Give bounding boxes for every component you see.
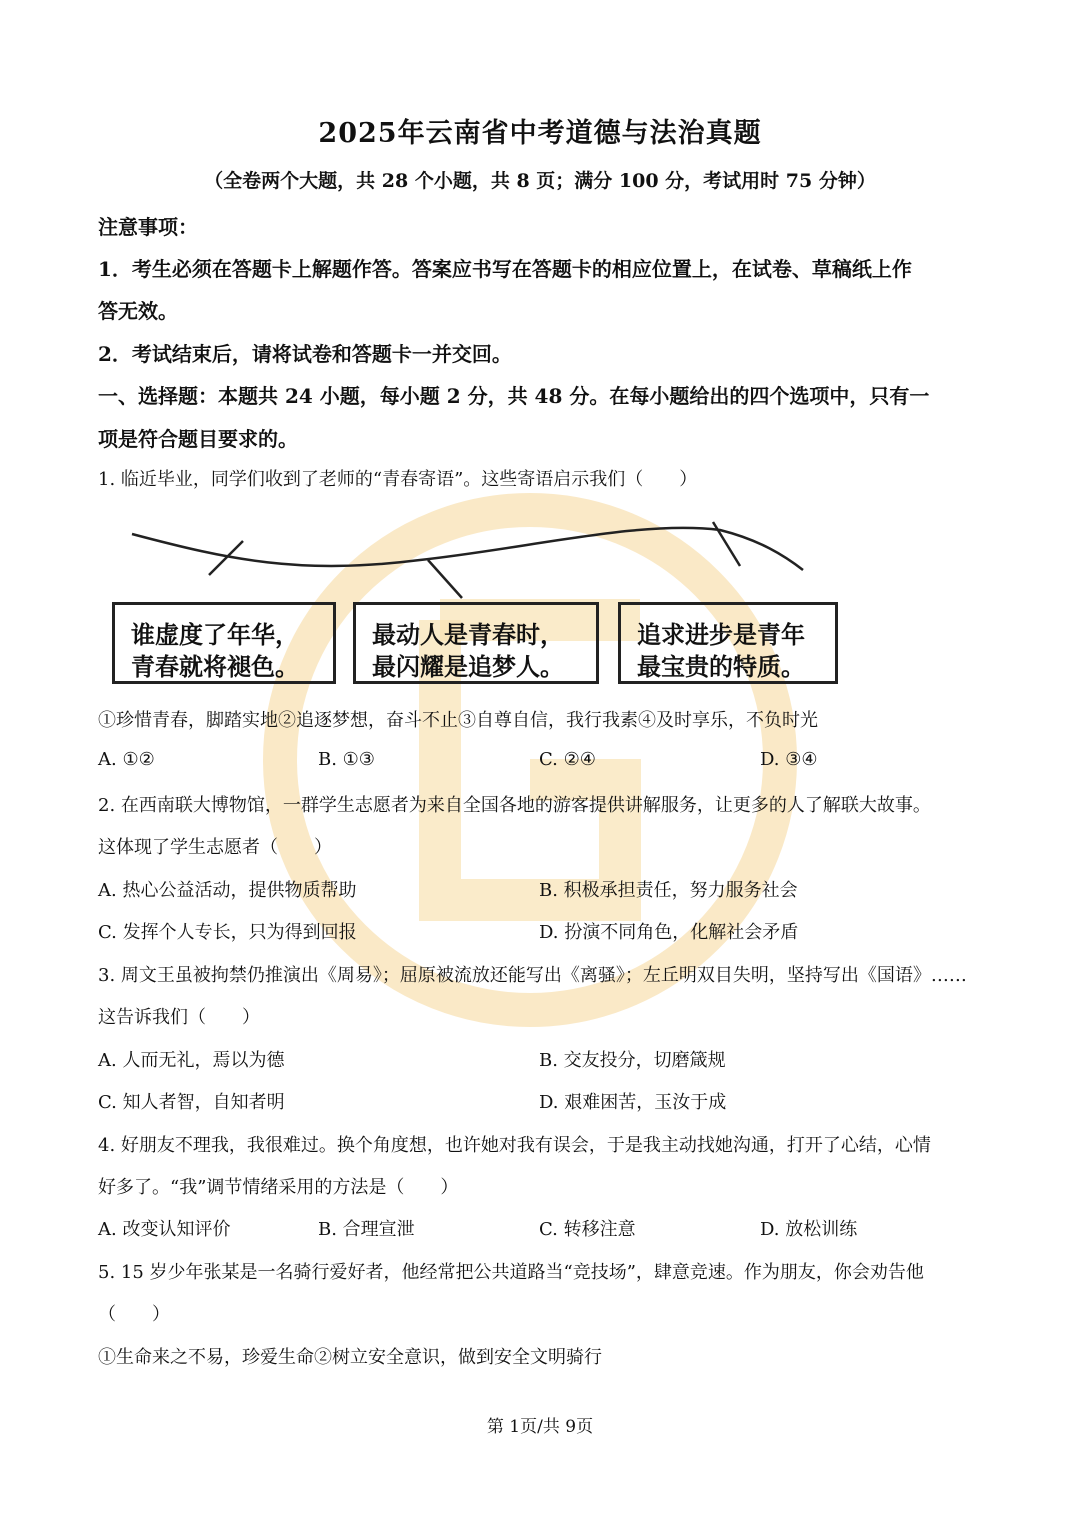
section-heading-cont: 项是符合题目要求的。 (98, 427, 298, 451)
question-3-stem: 3. 周文王虽被拘禁仍推演出《周易》；屈原被流放还能写出《离骚》；左丘明双目失明，坚持写出《国语》…… (98, 965, 967, 986)
question-2-option-a[interactable]: A. 热心公益活动，提供物质帮助 (98, 880, 357, 901)
page-footer: 第 1页/共 9页 (486, 1417, 594, 1437)
question-4-option-b[interactable]: B. 合理宣泄 (318, 1219, 415, 1240)
question-1-stem: 1. 临近毕业，同学们收到了老师的“青春寄语”。这些寄语启示我们（ ） (98, 469, 698, 490)
question-1-option-d[interactable]: D. ③④ (760, 749, 818, 770)
quote-card-2-line-2: 最闪耀是追梦人。 (372, 653, 564, 681)
page-title: 2025年云南省中考道德与法治真题 (318, 118, 762, 149)
section-heading: 一、选择题：本题共 24 小题，每小题 2 分，共 48 分。在每小题给出的四个选项中，只有一 (98, 384, 930, 408)
quote-card-1 (112, 602, 336, 684)
question-2-stem: 2. 在西南联大博物馆，一群学生志愿者为来自全国各地的游客提供讲解服务，让更多的人了解联大故事。 (98, 795, 931, 816)
exam-info: （全卷两个大题，共 28 个小题，共 8 页；满分 100 分，考试用时 75 分钟） (204, 170, 876, 192)
quote-card-1-line-2: 青春就将褪色。 (131, 653, 299, 681)
quote-card-1-line-1: 谁虚度了年华， (131, 621, 299, 649)
quote-card-3-line-1: 追求进步是青年 (637, 621, 805, 649)
question-1-option-b[interactable]: B. ①③ (318, 749, 375, 770)
question-4-option-c[interactable]: C. 转移注意 (539, 1219, 636, 1240)
question-1-option-a[interactable]: A. ①② (98, 749, 155, 770)
notice-item-1: 1．考生必须在答题卡上解题作答。答案应书写在答题卡的相应位置上，在试卷、草稿纸上作 (98, 257, 912, 281)
question-2-option-d[interactable]: D. 扮演不同角色，化解社会矛盾 (539, 922, 799, 943)
quote-card-3 (618, 602, 838, 684)
notice-heading: 注意事项： (98, 215, 198, 239)
quote-card-3-line-2: 最宝贵的特质。 (637, 653, 805, 681)
question-5-stem-cont: （ ） (98, 1304, 170, 1325)
question-2-option-b[interactable]: B. 积极承担责任，努力服务社会 (539, 880, 798, 901)
question-4-option-d[interactable]: D. 放松训练 (760, 1219, 858, 1240)
question-3-option-a[interactable]: A. 人而无礼，焉以为德 (98, 1050, 285, 1071)
question-1-option-c[interactable]: C. ②④ (539, 749, 596, 770)
question-2-option-c[interactable]: C. 发挥个人专长，只为得到回报 (98, 922, 357, 943)
question-5-stem: 5. 15 岁少年张某是一名骑行爱好者，他经常把公共道路当“竞技场”，肆意竞速。作为朋友，你会劝告他 (98, 1262, 924, 1283)
quote-card-2-line-1: 最动人是青春时， (372, 621, 564, 649)
question-5-statements: ①生命来之不易，珍爱生命②树立安全意识，做到安全文明骑行 (98, 1347, 602, 1368)
question-3-option-d[interactable]: D. 艰难困苦，玉汝于成 (539, 1092, 727, 1113)
notice-item-2: 2．考试结束后，请将试卷和答题卡一并交回。 (98, 342, 512, 366)
question-4-option-a[interactable]: A. 改变认知评价 (98, 1219, 231, 1240)
question-4-stem: 4. 好朋友不理我，我很难过。换个角度想，也许她对我有误会，于是我主动找她沟通，打开了心结，心情 (98, 1135, 931, 1156)
question-1-statements: ①珍惜青春，脚踏实地②追逐梦想，奋斗不止③自尊自信，我行我素④及时享乐，不负时光 (98, 710, 818, 731)
question-3-option-c[interactable]: C. 知人者智，自知者明 (98, 1092, 285, 1113)
question-2-stem-cont: 这体现了学生志愿者（ ） (98, 837, 332, 858)
quote-card-2 (353, 602, 599, 684)
question-3-stem-cont: 这告诉我们（ ） (98, 1007, 260, 1028)
notice-item-1-cont: 答无效。 (98, 299, 178, 323)
question-3-option-b[interactable]: B. 交友投分，切磨箴规 (539, 1050, 726, 1071)
wavy-line-illustration (0, 0, 1080, 620)
question-4-stem-cont: 好多了。“我”调节情绪采用的方法是（ ） (98, 1177, 459, 1198)
